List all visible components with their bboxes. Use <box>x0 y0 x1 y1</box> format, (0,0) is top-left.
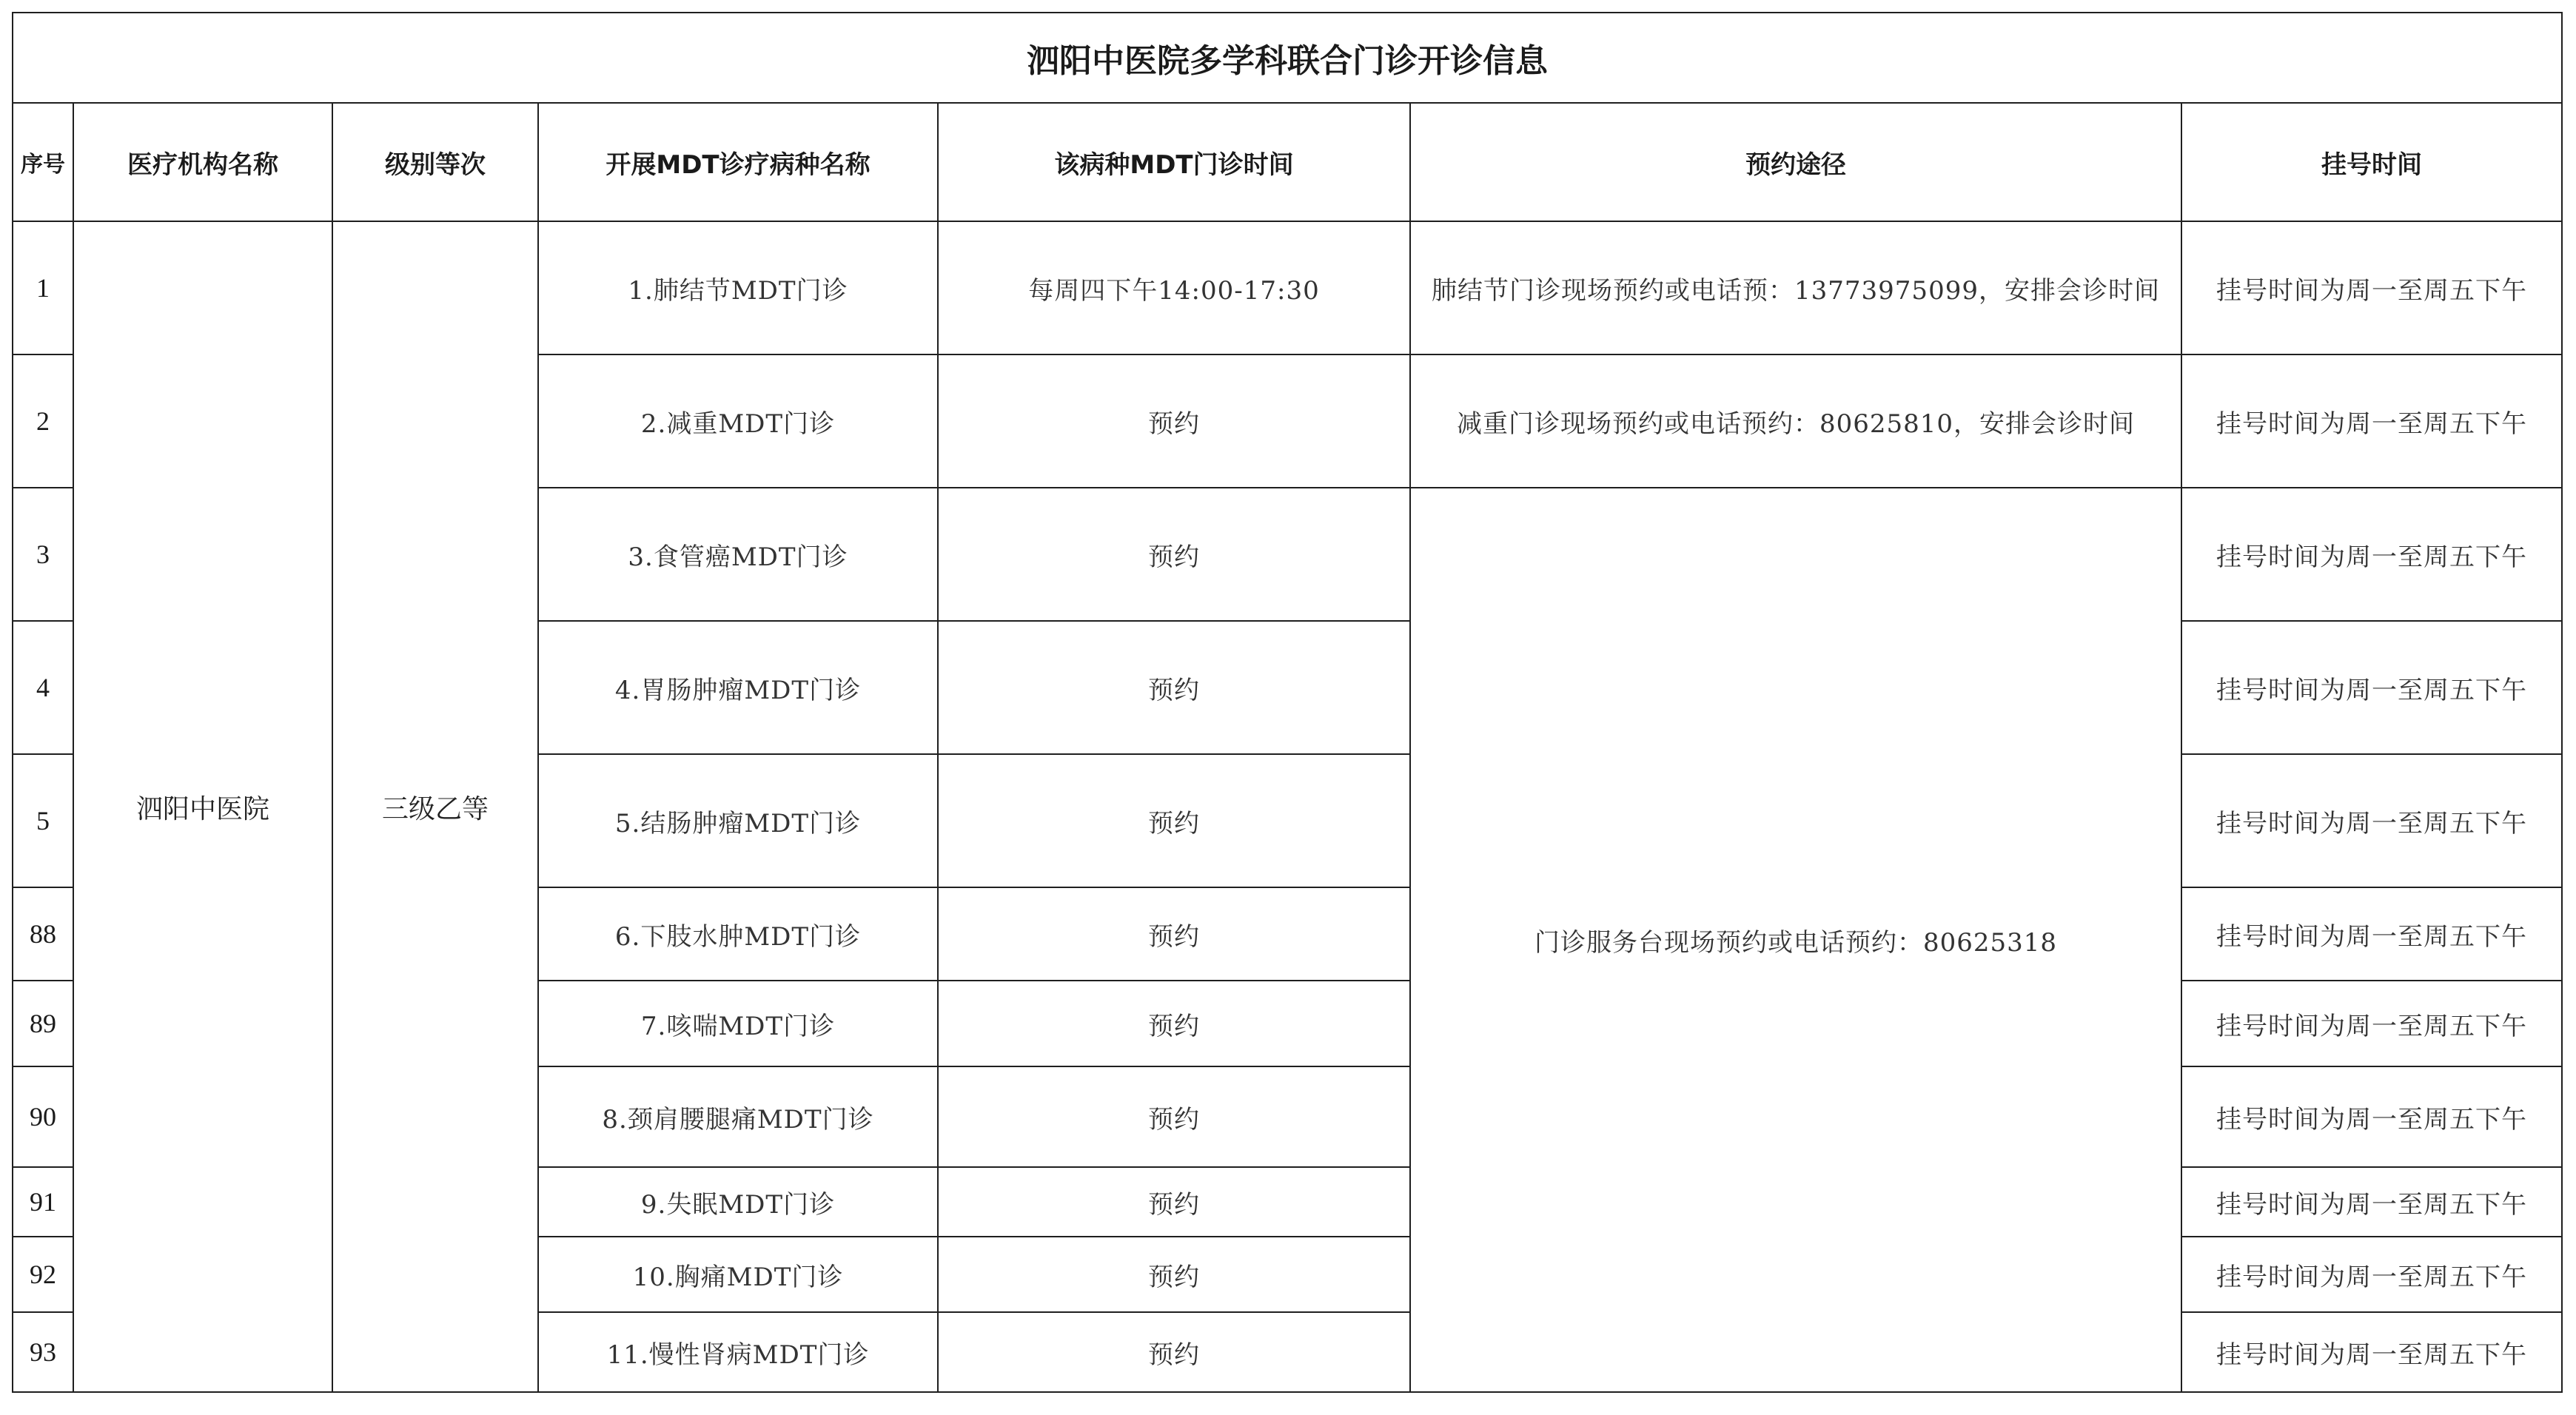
row-disease: 11.慢性肾病MDT门诊 <box>538 1312 938 1392</box>
header-disease: 开展MDT诊疗病种名称 <box>538 103 938 221</box>
row-seq: 3 <box>13 488 73 621</box>
header-level: 级别等次 <box>332 103 538 221</box>
row-time: 预约 <box>938 621 1410 754</box>
row-disease: 9.失眠MDT门诊 <box>538 1167 938 1237</box>
row-booking: 减重门诊现场预约或电话预约：80625810，安排会诊时间 <box>1410 354 2181 488</box>
row-disease: 1.肺结节MDT门诊 <box>538 221 938 354</box>
row-seq: 92 <box>13 1237 73 1312</box>
row-seq: 1 <box>13 221 73 354</box>
row-register: 挂号时间为周一至周五下午 <box>2181 354 2562 488</box>
row-seq: 91 <box>13 1167 73 1237</box>
row-disease: 8.颈肩腰腿痛MDT门诊 <box>538 1066 938 1167</box>
level-cell: 三级乙等 <box>332 221 538 1392</box>
row-time: 预约 <box>938 1066 1410 1167</box>
header-row <box>13 103 2562 221</box>
row-register: 挂号时间为周一至周五下午 <box>2181 488 2562 621</box>
row-seq: 89 <box>13 981 73 1066</box>
row-disease: 4.胃肠肿瘤MDT门诊 <box>538 621 938 754</box>
row-time: 预约 <box>938 488 1410 621</box>
row-register: 挂号时间为周一至周五下午 <box>2181 221 2562 354</box>
header-time: 该病种MDT门诊时间 <box>938 103 1410 221</box>
row-register: 挂号时间为周一至周五下午 <box>2181 754 2562 887</box>
shared-booking-cell: 门诊服务台现场预约或电话预约：80625318 <box>1410 488 2181 1392</box>
title-row <box>13 13 2562 103</box>
row-disease: 5.结肠肿瘤MDT门诊 <box>538 754 938 887</box>
row-seq: 93 <box>13 1312 73 1392</box>
header-org: 医疗机构名称 <box>73 103 332 221</box>
row-disease: 7.咳喘MDT门诊 <box>538 981 938 1066</box>
row-seq: 90 <box>13 1066 73 1167</box>
row-time: 预约 <box>938 981 1410 1066</box>
row-register: 挂号时间为周一至周五下午 <box>2181 1312 2562 1392</box>
row-time: 预约 <box>938 354 1410 488</box>
table-title: 泗阳中医院多学科联合门诊开诊信息 <box>13 13 2562 103</box>
header-register: 挂号时间 <box>2181 103 2562 221</box>
row-time: 每周四下午14:00-17:30 <box>938 221 1410 354</box>
mdt-schedule-table <box>12 12 2563 1393</box>
row-time: 预约 <box>938 754 1410 887</box>
row-register: 挂号时间为周一至周五下午 <box>2181 887 2562 981</box>
row-time: 预约 <box>938 887 1410 981</box>
row-register: 挂号时间为周一至周五下午 <box>2181 1066 2562 1167</box>
row-time: 预约 <box>938 1237 1410 1312</box>
row-seq: 4 <box>13 621 73 754</box>
row-register: 挂号时间为周一至周五下午 <box>2181 1237 2562 1312</box>
row-disease: 3.食管癌MDT门诊 <box>538 488 938 621</box>
row-disease: 10.胸痛MDT门诊 <box>538 1237 938 1312</box>
row-seq: 2 <box>13 354 73 488</box>
row-time: 预约 <box>938 1312 1410 1392</box>
row-booking: 肺结节门诊现场预约或电话预：13773975099，安排会诊时间 <box>1410 221 2181 354</box>
header-booking: 预约途径 <box>1410 103 2181 221</box>
table-row <box>13 221 2562 354</box>
row-seq: 5 <box>13 754 73 887</box>
row-disease: 2.减重MDT门诊 <box>538 354 938 488</box>
row-seq: 88 <box>13 887 73 981</box>
row-register: 挂号时间为周一至周五下午 <box>2181 1167 2562 1237</box>
row-register: 挂号时间为周一至周五下午 <box>2181 621 2562 754</box>
org-name-cell: 泗阳中医院 <box>73 221 332 1392</box>
row-register: 挂号时间为周一至周五下午 <box>2181 981 2562 1066</box>
header-seq: 序号 <box>13 103 73 221</box>
row-time: 预约 <box>938 1167 1410 1237</box>
row-disease: 6.下肢水肿MDT门诊 <box>538 887 938 981</box>
